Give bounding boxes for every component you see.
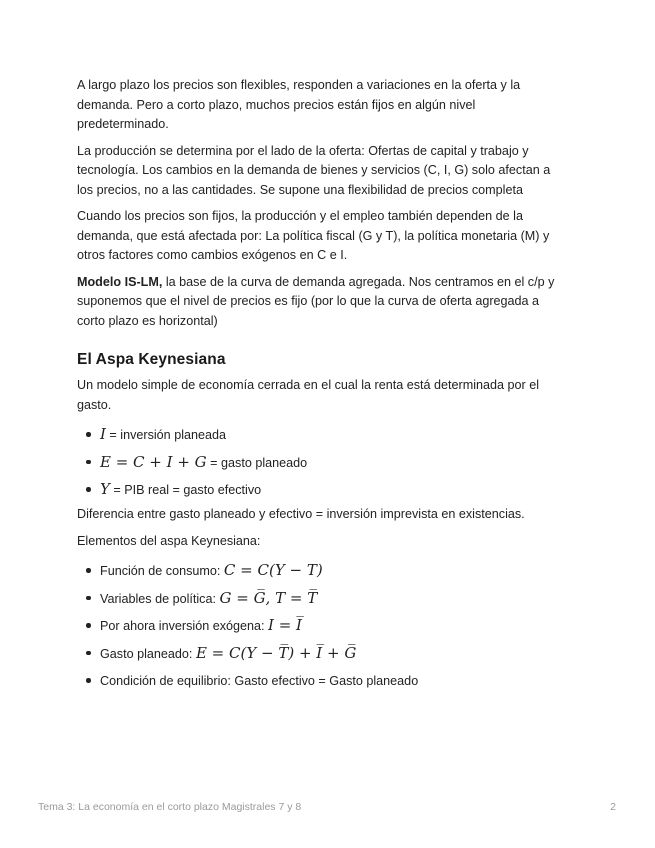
bullet-icon xyxy=(86,487,91,492)
math-variable: I xyxy=(100,425,106,443)
math-variable: E xyxy=(100,452,111,471)
paragraph-3 xyxy=(77,207,567,266)
definitions-list xyxy=(77,422,567,502)
bullet-icon xyxy=(86,432,91,437)
math-formula: C = C(Y − T) xyxy=(223,561,323,579)
element-label: Por ahora inversión exógena: xyxy=(100,619,269,633)
list-item xyxy=(77,586,567,611)
math-formula: = C + I + G xyxy=(110,452,207,471)
element-label: Función de consumo: xyxy=(100,564,224,578)
page-footer xyxy=(38,801,616,813)
bullet-icon xyxy=(86,678,91,683)
element-label: Variables de política: xyxy=(100,591,220,606)
definition-text: = PIB real = gasto efectivo xyxy=(109,483,262,497)
bullet-icon xyxy=(86,460,91,465)
elements-intro: Elementos del aspa Keynesiana: xyxy=(77,533,261,548)
paragraph-2-text: La producción se determina por el lado de la oferta: Ofertas de capital y trabajo y tecnología. Los cambios en la demanda de bienes y servicios (C, I, G) solo afectan a los precios, no a las cantidades. Se supone una flexibilidad de precios completa xyxy=(77,143,551,197)
paragraph-4-text: la base de la curva de demanda agregada. Nos centramos en el c/p y suponemos que el nivel de precios es fijo (por lo que la curva de oferta agregada a corto plazo es horizontal) xyxy=(77,274,555,328)
element-label: Gasto planeado: xyxy=(100,646,196,661)
element-label: Condición de equilibrio: Gasto efectivo = Gasto planeado xyxy=(100,674,419,688)
list-item xyxy=(77,450,567,475)
bullet-icon xyxy=(86,623,91,628)
definition-text: = gasto planeado xyxy=(206,455,308,470)
paragraph-3-text: Cuando los precios son fijos, la producción y el empleo también dependen de la demanda, que está afectada por: La política fiscal (G y T), la política monetaria (M) y otros factores como cambios exógenos en C e I. xyxy=(77,209,550,262)
list-item xyxy=(77,641,567,666)
list-item xyxy=(77,613,567,638)
math-formula: E = C(Y − T̅) + I̅ + G̅ xyxy=(195,643,357,662)
list-item xyxy=(77,422,567,447)
bullet-icon xyxy=(86,596,91,601)
paragraph-2 xyxy=(77,142,567,201)
list-item xyxy=(77,668,567,693)
section-heading: El Aspa Keynesiana xyxy=(77,351,226,368)
list-item xyxy=(77,558,567,583)
bullet-icon xyxy=(86,568,91,573)
math-variable: Y xyxy=(100,480,110,498)
paragraph-4 xyxy=(77,273,567,332)
math-formula: I = I̅ xyxy=(268,616,302,634)
footer-title: Tema 3: La economía en el corto plazo Magistrales 7 y 8 xyxy=(38,801,302,813)
elements-list xyxy=(77,558,567,693)
bullet-icon xyxy=(86,651,91,656)
difference-text: Diferencia entre gasto planeado y efectivo = inversión imprevista en existencias. xyxy=(77,507,525,521)
page-number: 2 xyxy=(610,801,616,813)
paragraph-1 xyxy=(77,76,567,135)
paragraph-4-bold: Modelo IS-LM, xyxy=(77,274,163,289)
math-formula: G = G̅, T = T̅ xyxy=(219,588,318,607)
document-body xyxy=(77,76,567,696)
list-item xyxy=(77,477,567,502)
section-intro: Un modelo simple de economía cerrada en el cual la renta está determinada por el gasto. xyxy=(77,378,540,412)
definition-text: = inversión planeada xyxy=(105,428,227,442)
paragraph-1-text: A largo plazo los precios son flexibles, responden a variaciones en la oferta y la demanda. Pero a corto plazo, muchos precios están fijos en algún nivel predeterminado. xyxy=(77,78,521,131)
